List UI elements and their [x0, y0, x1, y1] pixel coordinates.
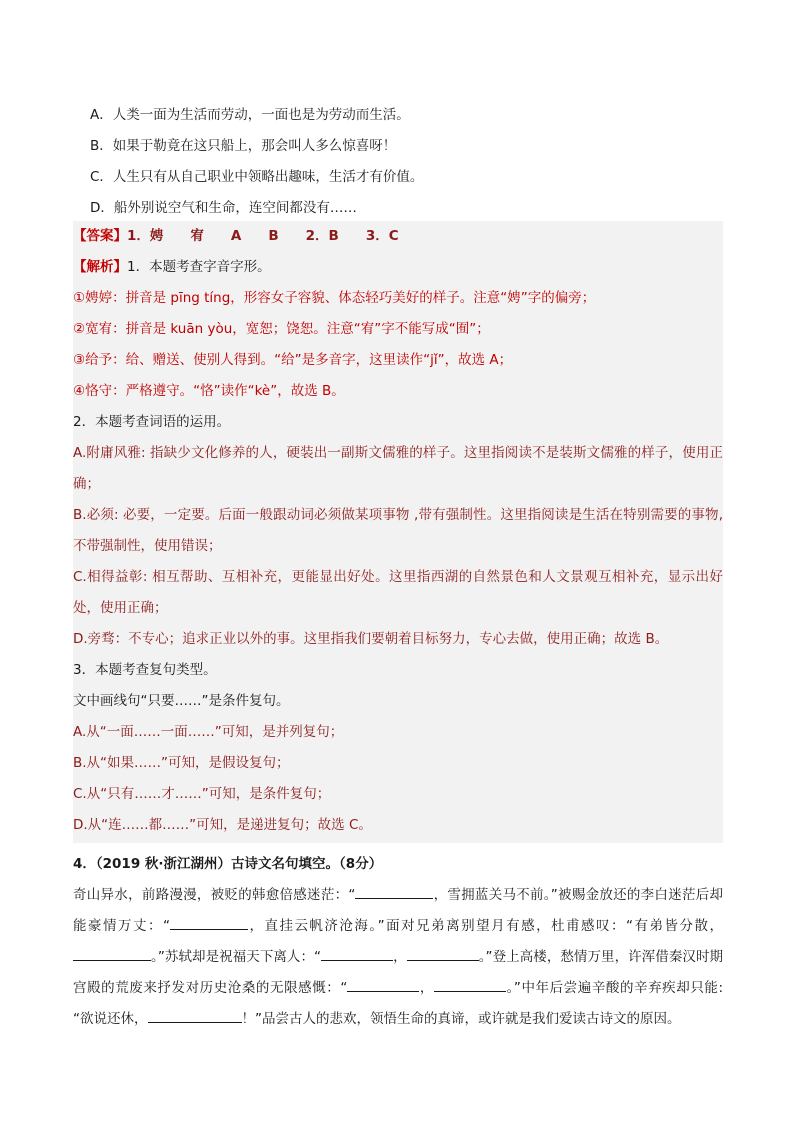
blank-5[interactable]	[407, 944, 479, 961]
q4-text-2: ，雪拥蓝关马不前。”被赐金放还的李白迷茫后却能豪情万丈：“	[73, 887, 723, 934]
analysis-line	[73, 252, 723, 283]
q4-text-9: ！”品尝古人的悲欢，领悟生命的真谛，或许就是我们爱读古诗文的原因。	[241, 1011, 681, 1027]
analysis-item-3: ③给予：给、赠送、使别人得到。“给”是多音字，这里读作“jǐ”，故选 A；	[73, 352, 513, 368]
q4-text-4: 。”苏轼却是祝福天下离人：“	[151, 949, 322, 965]
q3-item-b: B.从“如果……”可知，是假设复句；	[73, 755, 290, 771]
q2-item-a: A.附庸风雅: 指缺少文化修养的人，硬装出一副斯文儒雅的样子。这里指阅读不是装斯文儒雅的样子，使用正确；	[73, 445, 723, 492]
option-b: B．如果于勒竟在这只船上，那会叫人多么惊喜呀！	[90, 138, 397, 154]
q2-item-c: C.相得益彰: 相互帮助、互相补充，更能显出好处。这里指西湖的自然景色和人文景观互相补充，显示出好处，使用正确；	[73, 569, 723, 616]
analysis-item-4: ④恪守：严格遵守。“恪”读作“kè”，故选 B。	[73, 383, 345, 399]
answer-text: 1．娉 宥 A B 2．B 3．C	[127, 228, 399, 244]
q4-title: 4．（2019 秋·浙江湖州）古诗文名句填空。（8分）	[73, 856, 383, 872]
q2-item-b: B.必须: 必要，一定要。后面一般跟动词必须做某项事物 ,带有强制性。这里指阅读是生活在特别需要的事物,不带强制性，使用错误；	[73, 507, 723, 554]
option-d: D．船外别说空气和生命，连空间都没有……	[90, 200, 357, 216]
analysis-label: 【解析】	[73, 259, 127, 275]
q3-item-d: D.从“连……都……”可知，是递进复句；故选 C。	[73, 817, 372, 833]
options-list	[90, 100, 730, 224]
q3-item-c: C.从“只有……才……”可知，是条件复句；	[73, 786, 331, 802]
answer-label: 【答案】	[73, 228, 127, 244]
q2-item-d: D.旁骛：不专心；追求正业以外的事。这里指我们要朝着目标努力，专心去做，使用正确；故选 B。	[73, 631, 669, 647]
q4-text-7: ，	[419, 980, 435, 996]
q3-item-a: A.从“一面……一面……”可知，是并列复句；	[73, 724, 344, 740]
analysis-intro: 1．本题考查字音字形。	[127, 259, 271, 275]
blank-3[interactable]	[73, 944, 151, 961]
q3-intro: 文中画线句“只要……”是条件复句。	[73, 693, 290, 709]
blank-2[interactable]	[170, 913, 248, 930]
blank-6[interactable]	[347, 975, 419, 992]
blank-4[interactable]	[321, 944, 393, 961]
q3-title: 3．本题考查复句类型。	[73, 662, 217, 678]
q4-text-1: 奇山异水，前路漫漫，被贬的韩愈倍感迷茫：“	[73, 887, 356, 903]
option-a: A．人类一面为生活而劳动，一面也是为劳动而生活。	[90, 107, 410, 123]
question-4	[73, 849, 723, 1035]
blank-7[interactable]	[434, 975, 506, 992]
q4-text-8: 。”中年后尝遍辛酸的辛弃疾却只能: “欲说还休，	[73, 980, 724, 1027]
option-c: C．人生只有从自己职业中领略出趣味，生活才有价值。	[90, 169, 424, 185]
analysis-item-2: ②宽宥：拼音是 kuān yòu，宽恕；饶恕。注意“宥”字不能写成“囿”；	[73, 321, 490, 337]
analysis-item-1: ①娉婷：拼音是 pīng tíng，形容女子容貌、体态轻巧美好的样子。注意“娉”字的偏旁；	[73, 290, 596, 306]
q4-text-6: 。”登上高楼，愁情万里，许浑借秦汉时期宫殿的荒废来抒发对历史沧桑的无限感慨：“	[73, 949, 724, 996]
answer-analysis-box	[73, 221, 723, 843]
q2-title: 2．本题考查词语的运用。	[73, 414, 231, 430]
q4-text-5: ，	[393, 949, 407, 965]
q4-body	[73, 880, 723, 1035]
q4-text-3: ，直挂云帆济沧海。”面对兄弟离别望月有感，杜甫感叹：“有弟皆分散，	[247, 918, 723, 934]
blank-8[interactable]	[148, 1006, 242, 1023]
blank-1[interactable]	[355, 882, 433, 899]
answer-line	[73, 221, 723, 252]
